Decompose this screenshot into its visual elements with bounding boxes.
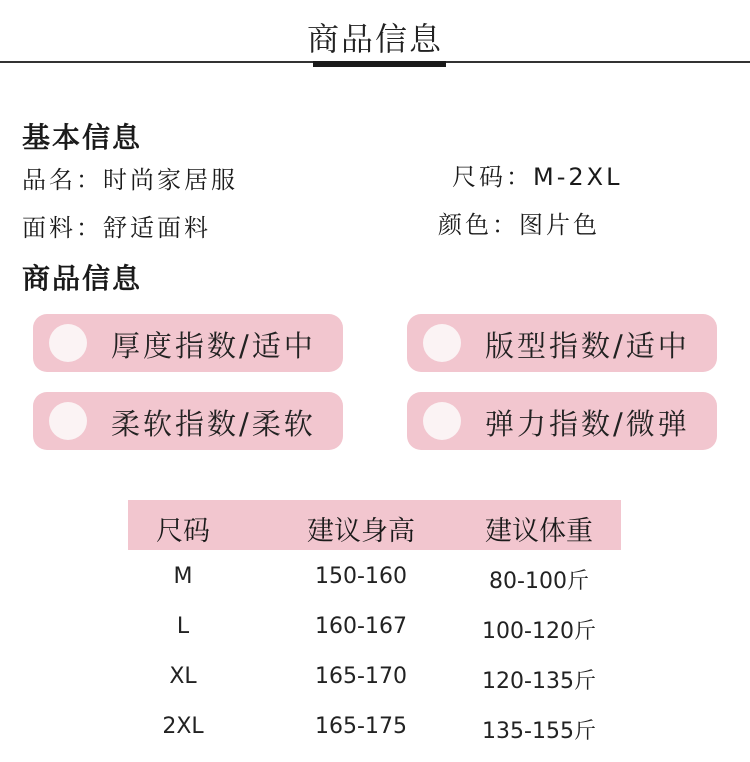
size-chart-table (128, 500, 621, 750)
indicator-elasticity (407, 392, 717, 450)
product-name: 品名：时尚家居服 (22, 166, 238, 194)
table-row (128, 650, 621, 700)
indicator-dot-icon (423, 324, 461, 362)
indicator-dot-icon (49, 402, 87, 440)
table-row (128, 550, 621, 600)
cell-height: 160-167 (315, 614, 407, 639)
indicator-softness (33, 392, 343, 450)
cell-weight: 120-135斤 (482, 669, 596, 694)
table-row (128, 600, 621, 650)
indicator-label: 版型指数/适中 (485, 329, 690, 363)
cell-size: M (173, 564, 193, 589)
indicator-label: 厚度指数/适中 (111, 329, 316, 363)
cell-height: 150-160 (315, 564, 407, 589)
cell-height: 165-175 (315, 714, 407, 739)
size-range: 尺码：M-2XL (452, 163, 623, 191)
indicator-label: 弹力指数/微弹 (485, 407, 690, 441)
cell-size: 2XL (162, 714, 204, 739)
cell-size: XL (169, 664, 197, 689)
indicator-label: 柔软指数/柔软 (111, 407, 316, 441)
cell-weight: 100-120斤 (482, 619, 596, 644)
cell-weight: 80-100斤 (489, 569, 589, 594)
cell-size: L (176, 614, 190, 639)
basic-info-heading: 基本信息 (22, 121, 143, 154)
fabric: 面料：舒适面料 (22, 214, 211, 242)
table-row (128, 700, 621, 750)
title-underline-accent (313, 61, 446, 67)
cell-height: 165-170 (315, 664, 407, 689)
table-header-row (128, 500, 621, 550)
cell-weight: 135-155斤 (482, 719, 596, 744)
indicator-dot-icon (423, 402, 461, 440)
column-header-height: 建议身高 (307, 516, 415, 547)
color: 颜色：图片色 (438, 211, 600, 239)
page-title: 商品信息 (306, 20, 443, 58)
column-header-weight: 建议体重 (485, 516, 593, 547)
indicator-thickness (33, 314, 343, 372)
indicator-fit (407, 314, 717, 372)
product-info-heading: 商品信息 (22, 262, 143, 295)
indicator-dot-icon (49, 324, 87, 362)
column-header-size: 尺码 (156, 516, 210, 547)
